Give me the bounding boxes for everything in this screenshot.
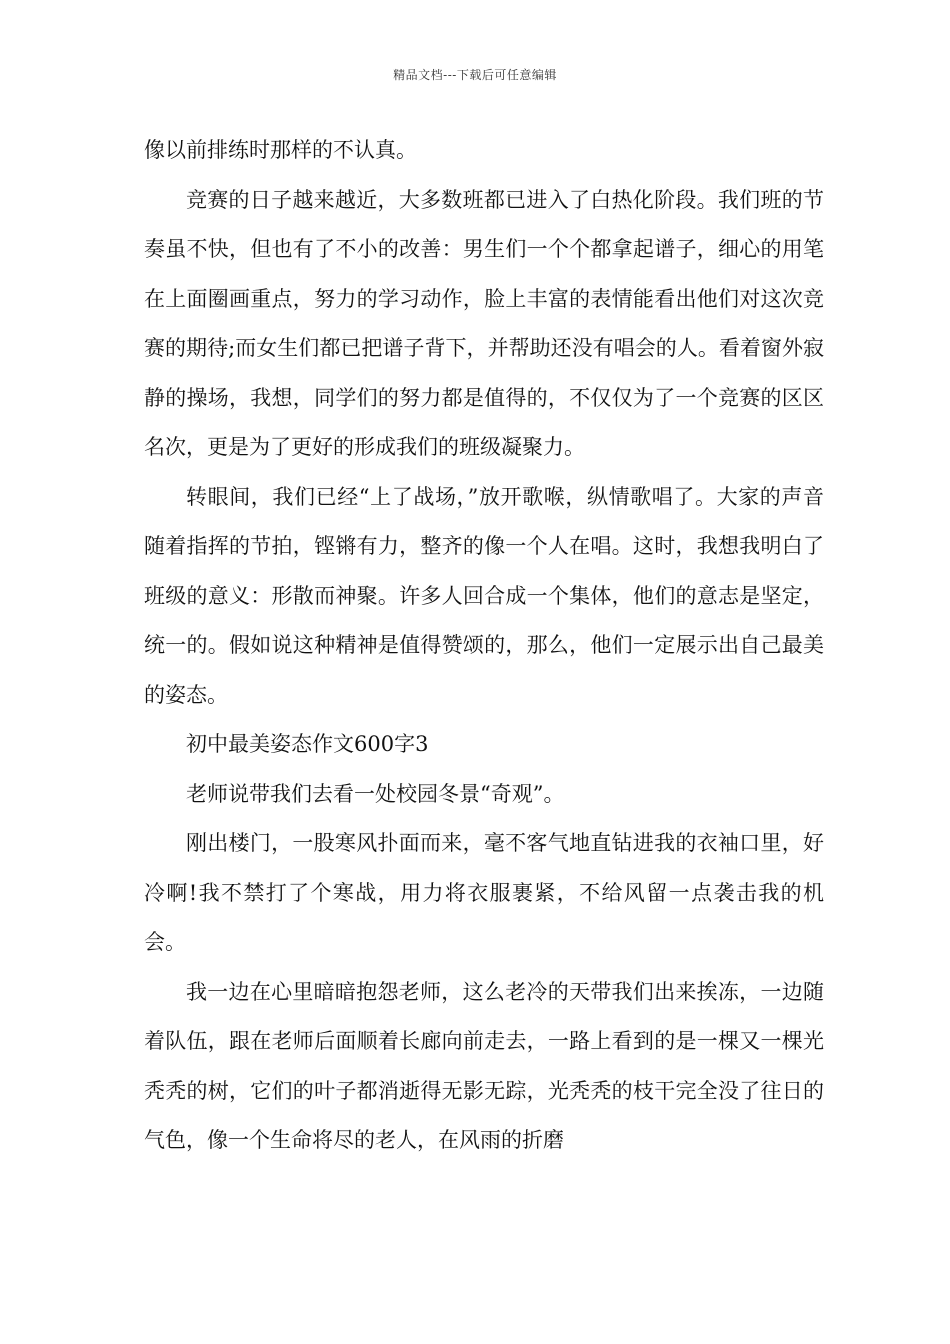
paragraph: 转眼间，我们已经“上了战场，”放开歌喉，纵情歌唱了。大家的声音随着指挥的节拍，铿锵有力，整齐的像一个人在唱。这时，我想我明白了班级的意义：形散而神聚。许多人回合成一个集体，他们的意志是坚定，统一的。假如说这种精神是值得赞颂的，那么，他们一定展示出自己最美的姿态。: [144, 484, 824, 707]
paragraph: 老师说带我们去看一处校园冬景“奇观”。: [186, 781, 565, 806]
paragraph: 我一边在心里暗暗抱怨老师，这么老冷的天带我们出来挨冻，一边随着队伍，跟在老师后面顺着长廊向前走去，一路上看到的是一棵又一棵光秃秃的树，它们的叶子都消逝得无影无踪，光秃秃的枝干完全没了往日的气色，像一个生命将尽的老人，在风雨的折磨: [144, 979, 824, 1152]
document-body: [144, 126, 824, 1166]
page-header: 精品文档---下载后可任意编辑: [393, 68, 557, 82]
section-title: 初中最美姿态作文600字3: [186, 732, 429, 756]
paragraph: 像以前排练时那样的不认真。: [144, 138, 417, 162]
paragraph: 竞赛的日子越来越近，大多数班都已进入了白热化阶段。我们班的节奏虽不快，但也有了不小的改善：男生们一个个都拿起谱子，细心的用笔在上面圈画重点，努力的学习动作，脸上丰富的表情能看出他们对这次竞赛的期待;而女生们都已把谱子背下，并帮助还没有唱会的人。看着窗外寂静的操场，我想，同学们的努力都是值得的，不仅仅为了一个竞赛的区区名次，更是为了更好的形成我们的班级凝聚力。: [144, 187, 824, 459]
paragraph: 刚出楼门，一股寒风扑面而来，毫不客气地直钻进我的衣袖口里，好冷啊!我不禁打了个寒战，用力将衣服裹紧，不给风留一点袭击我的机会。: [144, 831, 824, 954]
